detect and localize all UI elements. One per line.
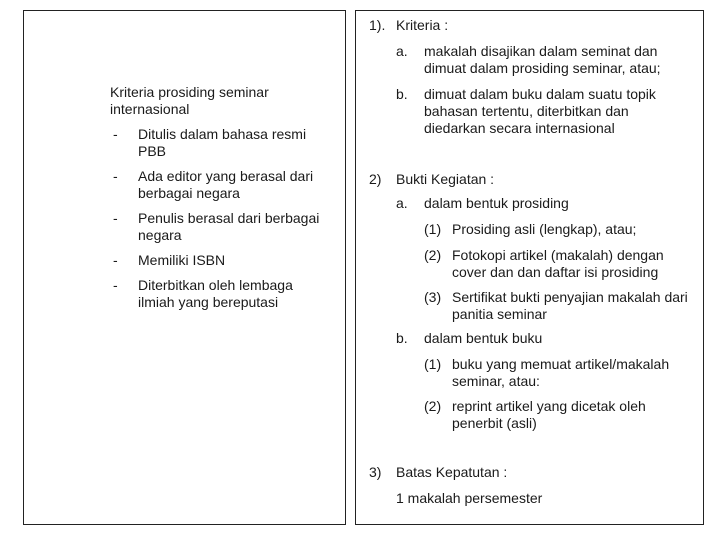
section-title: Kriteria : bbox=[396, 17, 449, 33]
sublist-marker: (1) bbox=[424, 356, 442, 372]
sublist-marker: (2) bbox=[424, 398, 442, 414]
bullet-marker: - bbox=[113, 210, 118, 226]
criteria-item: Ada editor yang berasal dari berbagai negara bbox=[138, 168, 314, 201]
bullet-marker: - bbox=[113, 126, 118, 142]
section-number: 2) bbox=[369, 171, 382, 187]
bullet-marker: - bbox=[113, 252, 118, 268]
sublist-item-text: buku yang memuat artikel/makalah seminar, atau: bbox=[452, 356, 670, 389]
list-marker: b. bbox=[396, 330, 408, 346]
criteria-item: Ditulis dalam bahasa resmi PBB bbox=[138, 126, 307, 159]
list-item-text: dimuat dalam buku dalam suatu topik bahasan tertentu, diterbitkan dan diedarkan secara internasional bbox=[424, 86, 656, 136]
section-text: 1 makalah persemester bbox=[396, 490, 543, 506]
left-panel-title: Kriteria prosiding seminar internasional bbox=[110, 84, 269, 117]
list-item-text: makalah disajikan dalam seminat dan dimuat dalam prosiding seminar, atau; bbox=[424, 43, 661, 76]
bullet-marker: - bbox=[113, 277, 118, 293]
list-marker: b. bbox=[396, 86, 408, 102]
criteria-item: Memiliki ISBN bbox=[138, 252, 226, 268]
section-title: Batas Kepatutan : bbox=[396, 464, 508, 480]
list-item-text: dalam bentuk prosiding bbox=[424, 195, 569, 211]
section-number: 3) bbox=[369, 464, 382, 480]
section-number: 1). bbox=[369, 17, 386, 33]
sublist-marker: (1) bbox=[424, 221, 442, 237]
bullet-marker: - bbox=[113, 168, 118, 184]
sublist-marker: (2) bbox=[424, 247, 442, 263]
sublist-marker: (3) bbox=[424, 289, 442, 305]
section-title: Bukti Kegiatan : bbox=[396, 171, 495, 187]
sublist-item-text: Prosiding asli (lengkap), atau; bbox=[452, 221, 637, 237]
criteria-item: Penulis berasal dari berbagai negara bbox=[138, 210, 320, 243]
list-marker: a. bbox=[396, 43, 408, 59]
sublist-item-text: Fotokopi artikel (makalah) dengan cover dan dan daftar isi prosiding bbox=[452, 247, 664, 280]
list-item-text: dalam bentuk buku bbox=[424, 330, 543, 346]
sublist-item-text: Sertifikat bukti penyajian makalah dari panitia seminar bbox=[452, 289, 688, 322]
sublist-item-text: reprint artikel yang dicetak oleh penerbit (asli) bbox=[452, 398, 646, 431]
list-marker: a. bbox=[396, 195, 408, 211]
criteria-item: Diterbitkan oleh lembaga ilmiah yang bereputasi bbox=[138, 277, 293, 310]
